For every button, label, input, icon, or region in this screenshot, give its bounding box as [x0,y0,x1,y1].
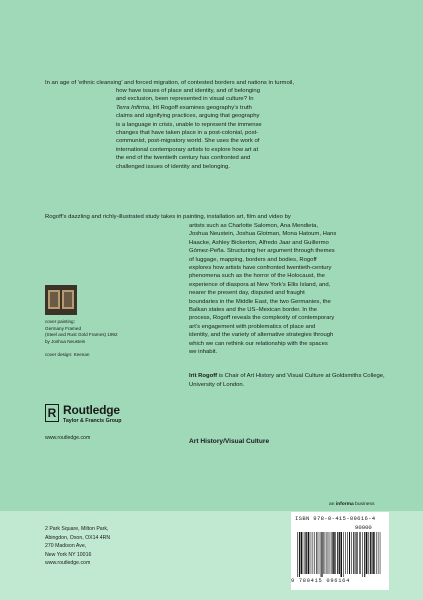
barcode-bar [325,532,326,574]
barcode-bar [380,532,381,574]
intro-line-1: In an age of ‘ethnic cleansing’ and forced migration, of contested borders and nations in turmoil, [45,80,294,86]
body-line: nearer the present day, disputed and fraught [189,290,305,297]
intro-line: claims and signifying practices, arguing that geography [116,113,260,120]
cover-painting-thumbnail [45,285,77,315]
barcode-bar [316,532,317,574]
body-line: Gómez-Peña. Structuring her argument through themes [189,248,335,255]
barcode-bar [353,532,354,574]
intro-line: communist, post-migratory world. She uses the work of [116,138,260,145]
cover-credit [45,319,118,345]
body-line: art’s engagement with problematics of place and [189,323,316,330]
cover-credit-line: cover painting: [45,319,75,324]
body-line: Haacke, Ashley Bickerton, Alfredo Jaar and Guillermo [189,239,329,246]
publisher-url: www.routledge.com [45,435,91,441]
intro-line: changes that have taken place in a post-colonial, post- [116,130,259,137]
publisher-group: Taylor & Francis Group [63,418,122,424]
barcode-bar [308,532,310,574]
publisher-address [45,525,110,568]
barcode-bar [328,532,329,574]
address-line: New York NY 10016 [45,551,92,558]
barcode-bar [319,532,320,574]
barcode-bar [343,532,344,577]
barcode-bar [297,532,298,577]
barcode-bar [351,532,352,574]
gold-frame-right [62,290,74,309]
intro-line: how have issues of place and identity, and of belonging [116,88,260,94]
barcode-bar [305,532,306,574]
body-line: experience of diaspora at New York’s Ellis Island, and, [189,281,331,288]
body-line: Joshua Neustein, Joshua Glotman, Mona Hatoum, Hans [189,231,337,238]
author-bio-line-2: University of London. [189,382,245,388]
body-line: which we can rethink our relationship with the spaces [189,340,328,347]
barcode-bar [314,532,315,574]
barcode-bar [378,532,379,574]
barcode-bar [364,532,365,577]
body-line: phenomena such as the horror of the Holocaust, the [189,273,325,280]
barcode-bar [306,532,307,574]
address-line: Abingdon, Oxon, OX14 4RN [45,534,111,541]
body-line: of luggage, mapping, borders and bodies, Rogoff [189,256,317,263]
body-line-1: Rogoff’s dazzling and richly-illustrated study takes in painting, installation art, film and video by [45,214,291,220]
body-line: identity, and the variety of alternative strategies through [189,332,334,339]
barcode-bar [333,532,335,574]
body-line: artists such as Charlotte Salomon, Ana Mendieta, [189,223,319,229]
intro-line: challenged issues of identity and belonging. [116,163,230,170]
author-bio-line-1: Irit Rogoff is Chair of Art History and Visual Culture at Goldsmiths College, [189,373,385,379]
barcode-bar [341,532,343,577]
subject-category: Art History/Visual Culture [189,438,270,445]
body-line: Balkan states and the US–Mexican border. In the [189,307,318,314]
barcode-bar [376,532,377,574]
body-paragraph [189,222,336,357]
address-line: 270 Madison Ave, [45,543,87,550]
barcode-bar [362,532,363,577]
barcode-bar [339,532,340,574]
barcode-bar [322,532,323,577]
barcode-bar [370,532,371,574]
isbn-barcode-box [291,512,389,590]
barcode-bar [368,532,369,574]
routledge-logo-icon: R [45,404,59,422]
intro-line: is a language in crisis, unable to represent the immense [116,121,262,128]
address-line: 2 Park Square, Milton Park, [45,526,109,532]
body-line: explores how artists have confronted twentieth-century [189,265,332,272]
cover-credit-line: (Steel and Rust Gold Frames) 1992 [45,332,118,337]
body-line: we inhabit. [189,349,218,356]
gold-frame-left [48,290,60,309]
body-line: process, Rogoff reveals the complexity of contemporary [189,315,335,322]
price-addon-code: 90000 [355,524,372,531]
barcode-bar [373,532,375,574]
barcode-bar [335,532,336,574]
barcode-bar [323,532,324,574]
barcode-bar [303,532,304,574]
barcode-bar [337,532,338,574]
barcode-bar [301,532,303,574]
book-title: Terra Infirma [116,104,150,111]
barcode-bar [332,532,333,574]
body-line: boundaries in the Middle East, the two Germanies, the [189,298,331,305]
barcode-bar [299,532,300,577]
intro-paragraph [116,87,262,171]
isbn-number: ISBN 978-0-415-09616-4 [295,515,376,522]
barcode-bar [360,532,361,574]
address-line: www.routledge.com [45,560,91,567]
intro-line: and exclusion, been represented in visual culture? In [116,96,254,103]
ean-number: 9 780415 096164 [291,578,351,584]
cover-credit-line: Germany Framed [45,325,81,331]
cover-design-credit: cover design: Keenan [45,352,90,357]
barcode-bar [356,532,357,574]
intro-line: international contemporary artists to explore how art at [116,146,259,153]
intro-line: the end of the twentieth century has confronted and [116,155,251,162]
barcode-bar [345,532,346,574]
publisher-name: Routledge [63,403,120,417]
barcode-bar [359,532,360,574]
barcode-bars [297,532,383,577]
informa-brand: informa [335,502,354,507]
intro-line-with-title: Terra Infirma, Irit Rogoff examines geography’s truth [116,104,252,111]
barcode-bar [366,532,368,574]
barcode-bar [355,532,356,574]
barcode-bar [347,532,348,574]
barcode-bar [349,532,350,574]
barcode-bar [311,532,312,574]
barcode-bar [313,532,314,574]
informa-tagline: an informa business [329,502,375,507]
cover-credit-line: by Joshua Neustein [45,338,86,344]
author-name: Irit Rogoff [189,373,218,379]
barcode-bar [372,532,373,574]
barcode-bar [330,532,331,574]
barcode-bar [357,532,358,574]
barcode-bar [327,532,328,574]
barcode-bar [321,532,322,577]
